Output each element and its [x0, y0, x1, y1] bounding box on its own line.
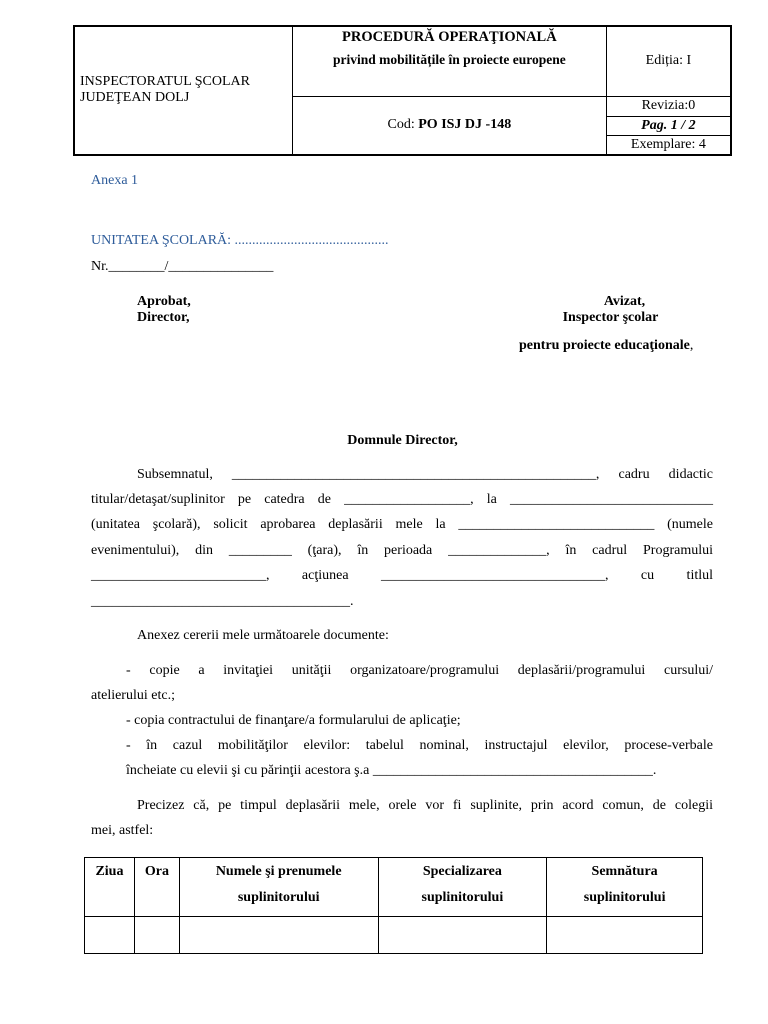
body-line-4: evenimentului), din _________ (ţara), în perioada ______________, în cadrul Programului	[91, 543, 713, 558]
header-specialization-line2: suplinitorului	[421, 890, 504, 905]
attachment-item-1-cont: atelierului etc.;	[91, 688, 175, 703]
attachment-item-2: - copia contractului de finanţare/a formularului de aplicaţie;	[126, 713, 461, 728]
revision-cell	[606, 96, 731, 116]
header-signature	[547, 858, 703, 917]
cell-day[interactable]	[85, 917, 135, 954]
cell-signature[interactable]	[547, 917, 703, 954]
revision: Revizia:0	[641, 98, 696, 113]
header-hour	[134, 858, 179, 917]
inspector-label: Inspector şcolar	[562, 310, 659, 325]
header-specialization-line1: Specializarea	[422, 864, 502, 879]
code-cell	[292, 96, 606, 155]
institution-line-2: JUDEŢEAN DOLJ	[80, 90, 190, 106]
header-name-line2: suplinitorului	[237, 890, 320, 905]
substitute-table	[84, 857, 703, 954]
cell-name[interactable]	[179, 917, 378, 954]
header-name-line1: Numele şi prenumele	[215, 864, 342, 879]
page-number: Pag. 1 / 2	[607, 117, 730, 136]
edition: Ediția: I	[645, 53, 692, 69]
substitution-line-1: Precizez că, pe timpul deplasării mele, orele vor fi suplinite, prin acord comun, de colegii	[137, 798, 713, 813]
endorsed-block	[500, 294, 713, 326]
table-header-row	[85, 858, 703, 917]
attachments-intro: Anexez cererii mele următoarele documente:	[137, 628, 389, 643]
approved-block	[137, 294, 191, 326]
code-value: PO ISJ DJ -148	[418, 117, 512, 132]
body-line-6: _____________________________________.	[91, 594, 354, 609]
header-day-text: Ziua	[95, 864, 124, 879]
header-hour-text: Ora	[144, 864, 169, 879]
page-cell	[606, 116, 731, 155]
cell-specialization[interactable]	[378, 917, 547, 954]
body-line-2: titular/detaşat/suplinitor pe catedra de __________________, la _____________________________	[91, 492, 713, 507]
header-signature-line1: Semnătura	[591, 864, 658, 879]
attachment-item-3: - în cazul mobilităţilor elevilor: tabelul nominal, instructajul elevilor, procese-verbale	[126, 738, 713, 753]
body-line-1: Subsemnatul, ____________________________________________________, cadru didactic	[137, 467, 713, 482]
code-label: Cod:	[387, 117, 419, 132]
edition-cell	[606, 26, 731, 96]
inspector-role-text: pentru proiecte educaţionale	[519, 338, 690, 353]
inspector-role-comma: ,	[689, 338, 694, 353]
school-unit: UNITATEA ŞCOLARĂ: ............................................	[91, 233, 389, 248]
approved-label: Aprobat,	[137, 294, 191, 309]
institution-line-1: INSPECTORATUL ŞCOLAR	[80, 74, 250, 90]
header-signature-line2: suplinitorului	[583, 890, 666, 905]
substitution-line-2: mei, astfel:	[91, 823, 154, 838]
endorsed-label: Avizat,	[603, 294, 646, 309]
header-name	[179, 858, 378, 917]
body-line-5: _________________________, acţiunea ________________________________, cu titlul	[91, 568, 713, 583]
registration-number: Nr.________/_______________	[91, 259, 274, 274]
salutation: Domnule Director,	[347, 433, 458, 448]
procedure-title-cell	[292, 26, 606, 96]
annex-label: Anexa 1	[91, 173, 139, 188]
inspector-role	[519, 338, 693, 354]
document-header	[73, 25, 732, 156]
director-label: Director,	[137, 310, 190, 325]
header-specialization	[378, 858, 547, 917]
copies: Exemplare: 4	[630, 136, 706, 152]
body-line-3: (unitatea şcolară), solicit aprobarea deplasării mele la ____________________________ (numele	[91, 517, 713, 532]
header-day	[85, 858, 135, 917]
procedure-title: PROCEDURĂ OPERAŢIONALĂ	[342, 29, 557, 45]
institution-cell	[74, 26, 292, 155]
procedure-subtitle: privind mobilitățile în proiecte europene	[332, 52, 566, 67]
cell-hour[interactable]	[134, 917, 179, 954]
attachment-item-3-cont: încheiate cu elevii şi cu părinţii acestora ş.a ________________________________________.	[126, 763, 657, 778]
attachment-item-1: - copie a invitaţiei unităţii organizatoare/programului deplasării/programului cursului/	[126, 663, 713, 678]
table-row	[85, 917, 703, 954]
